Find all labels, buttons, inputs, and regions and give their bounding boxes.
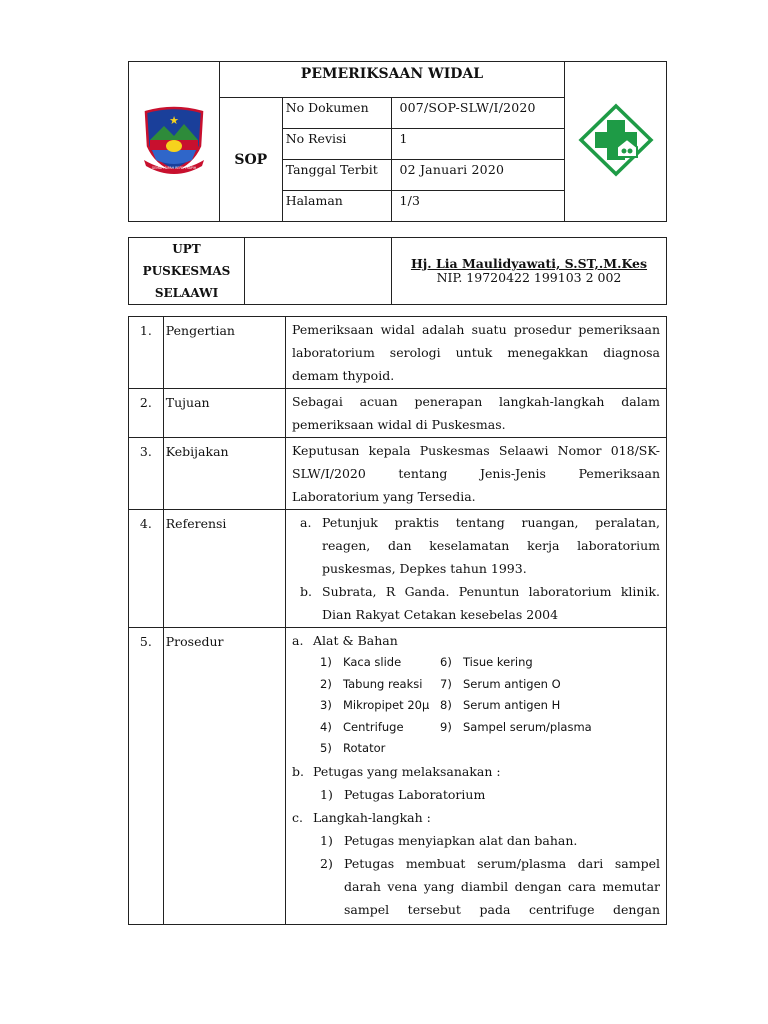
text-line: Petunjuk praktis tentang ruangan, peralatan,	[322, 515, 660, 530]
text-line: puskesmas, Depkes tahun 1993.	[322, 561, 527, 576]
puskesmas-cross-icon	[577, 103, 655, 177]
section-b	[292, 760, 660, 783]
table-row	[129, 389, 667, 438]
text-line: Pemeriksaan widal adalah suatu prosedur pemeriksaan	[292, 322, 660, 337]
text-line: Dian Rakyat Cetakan kesebelas 2004	[322, 607, 559, 622]
signer-block	[392, 238, 667, 305]
text-line: SLW/I/2020 tentang Jenis-Jenis Pemeriksaan	[292, 466, 660, 481]
meta-value-no-dokumen: 007/SOP-SLW/I/2020	[392, 98, 565, 129]
section-c	[292, 806, 660, 829]
list-marker: 2)	[320, 855, 333, 871]
row-number: 5.	[129, 628, 164, 925]
text-line: Sebagai acuan penerapan langkah-langkah dalam	[292, 394, 660, 409]
list-item: 7) Serum antigen O	[440, 676, 561, 691]
text-line: darah vena yang diambil dengan cara memutar	[344, 878, 660, 894]
org-line-1: UPT	[172, 242, 201, 256]
text-line: pemeriksaan widal di Puskesmas.	[292, 417, 506, 432]
document-title: PEMERIKSAAN WIDAL	[219, 62, 564, 98]
section-title: Petugas yang melaksanakan :	[313, 763, 501, 779]
sop-label: SOP	[219, 98, 282, 222]
list-item: 1) Kaca slide	[320, 655, 402, 669]
row-label: Kebijakan	[163, 438, 285, 510]
list-item	[292, 580, 660, 626]
list-item	[292, 783, 660, 806]
row-number: 3.	[129, 438, 164, 510]
section-marker: a.	[292, 633, 304, 648]
row-text	[286, 510, 667, 628]
text-line: Subrata, R Ganda. Penuntun laboratorium klinik.	[322, 584, 660, 599]
organization-name	[129, 238, 245, 305]
list-marker: a.	[300, 515, 312, 530]
row-text	[286, 389, 667, 438]
meta-label-tanggal-terbit: Tanggal Terbit	[282, 160, 392, 191]
list-item: 9) Sampel serum/plasma	[440, 719, 592, 734]
meta-value-no-revisi: 1	[392, 129, 565, 160]
meta-label-no-revisi: No Revisi	[282, 129, 392, 160]
list-item: 4) Centrifuge	[320, 719, 404, 734]
kabupaten-emblem-icon	[142, 106, 206, 174]
org-line-3: SELAAWI	[154, 286, 219, 300]
row-label: Prosedur	[163, 628, 285, 925]
text-line: Petugas menyiapkan alat dan bahan.	[344, 832, 578, 848]
text-line: Keputusan kepala Puskesmas Selaawi Nomor 018/SK-	[292, 443, 660, 458]
row-number: 1.	[129, 317, 164, 389]
row-text	[286, 628, 667, 925]
meta-value-tanggal-terbit: 02 Januari 2020	[392, 160, 565, 191]
signer-nip: NIP. 19720422 199103 2 002	[436, 270, 622, 285]
section-marker: b.	[292, 763, 304, 779]
list-item: 8) Serum antigen H	[440, 698, 561, 712]
list-item: 3) Mikropipet 20µ	[320, 698, 430, 712]
left-logo-cell	[129, 62, 220, 222]
list-marker: 1)	[320, 832, 333, 848]
list-item-text: Petugas Laboratorium	[344, 786, 486, 802]
text-line: Laboratorium yang Tersedia.	[292, 489, 476, 504]
meta-label-no-dokumen: No Dokumen	[282, 98, 392, 129]
text-line: reagen, dan keselamatan kerja laboratorium	[322, 538, 660, 553]
text-line: laboratorium serologi untuk menegakkan diagnosa	[292, 345, 660, 360]
section-title: Alat & Bahan	[313, 633, 398, 648]
list-marker: 1)	[320, 786, 333, 802]
table-row	[129, 510, 667, 628]
row-text	[286, 438, 667, 510]
row-label: Referensi	[163, 510, 285, 628]
right-logo-cell	[565, 62, 667, 222]
list-item: 6) Tisue kering	[440, 655, 533, 669]
signer-name: Hj. Lia Maulidyawati, S.ST,.M.Kes	[410, 256, 648, 271]
reference-list	[292, 511, 660, 626]
table-row	[129, 628, 667, 925]
text-line: sampel tersebut pada centrifuge dengan	[344, 901, 660, 917]
tools-list	[292, 652, 660, 760]
meta-value-halaman: 1/3	[392, 191, 565, 222]
emblem-motto: GEMAH RIPAH REPEH RAPIH	[151, 166, 197, 170]
table-row	[129, 438, 667, 510]
section-a	[292, 629, 660, 652]
list-item: 5) Rotator	[320, 741, 386, 755]
header-table	[128, 61, 667, 222]
row-number: 4.	[129, 510, 164, 628]
list-item	[292, 852, 660, 921]
emblem-star: ★	[168, 114, 179, 127]
row-number: 2.	[129, 389, 164, 438]
text-line: Petugas membuat serum/plasma dari sampel	[344, 855, 660, 871]
org-line-2: PUSKESMAS	[142, 264, 231, 278]
list-item	[292, 829, 660, 852]
signature-space	[245, 238, 392, 305]
list-item: 2) Tabung reaksi	[320, 676, 423, 691]
text-line: demam thypoid.	[292, 368, 395, 383]
table-row	[129, 317, 667, 389]
section-title: Langkah-langkah :	[313, 809, 431, 825]
row-label: Tujuan	[163, 389, 285, 438]
section-marker: c.	[292, 809, 303, 825]
meta-label-halaman: Halaman	[282, 191, 392, 222]
list-item	[292, 511, 660, 580]
row-text	[286, 317, 667, 389]
procedure-table	[128, 316, 667, 925]
row-label: Pengertian	[163, 317, 285, 389]
list-marker: b.	[300, 584, 312, 599]
sign-table	[128, 237, 667, 305]
